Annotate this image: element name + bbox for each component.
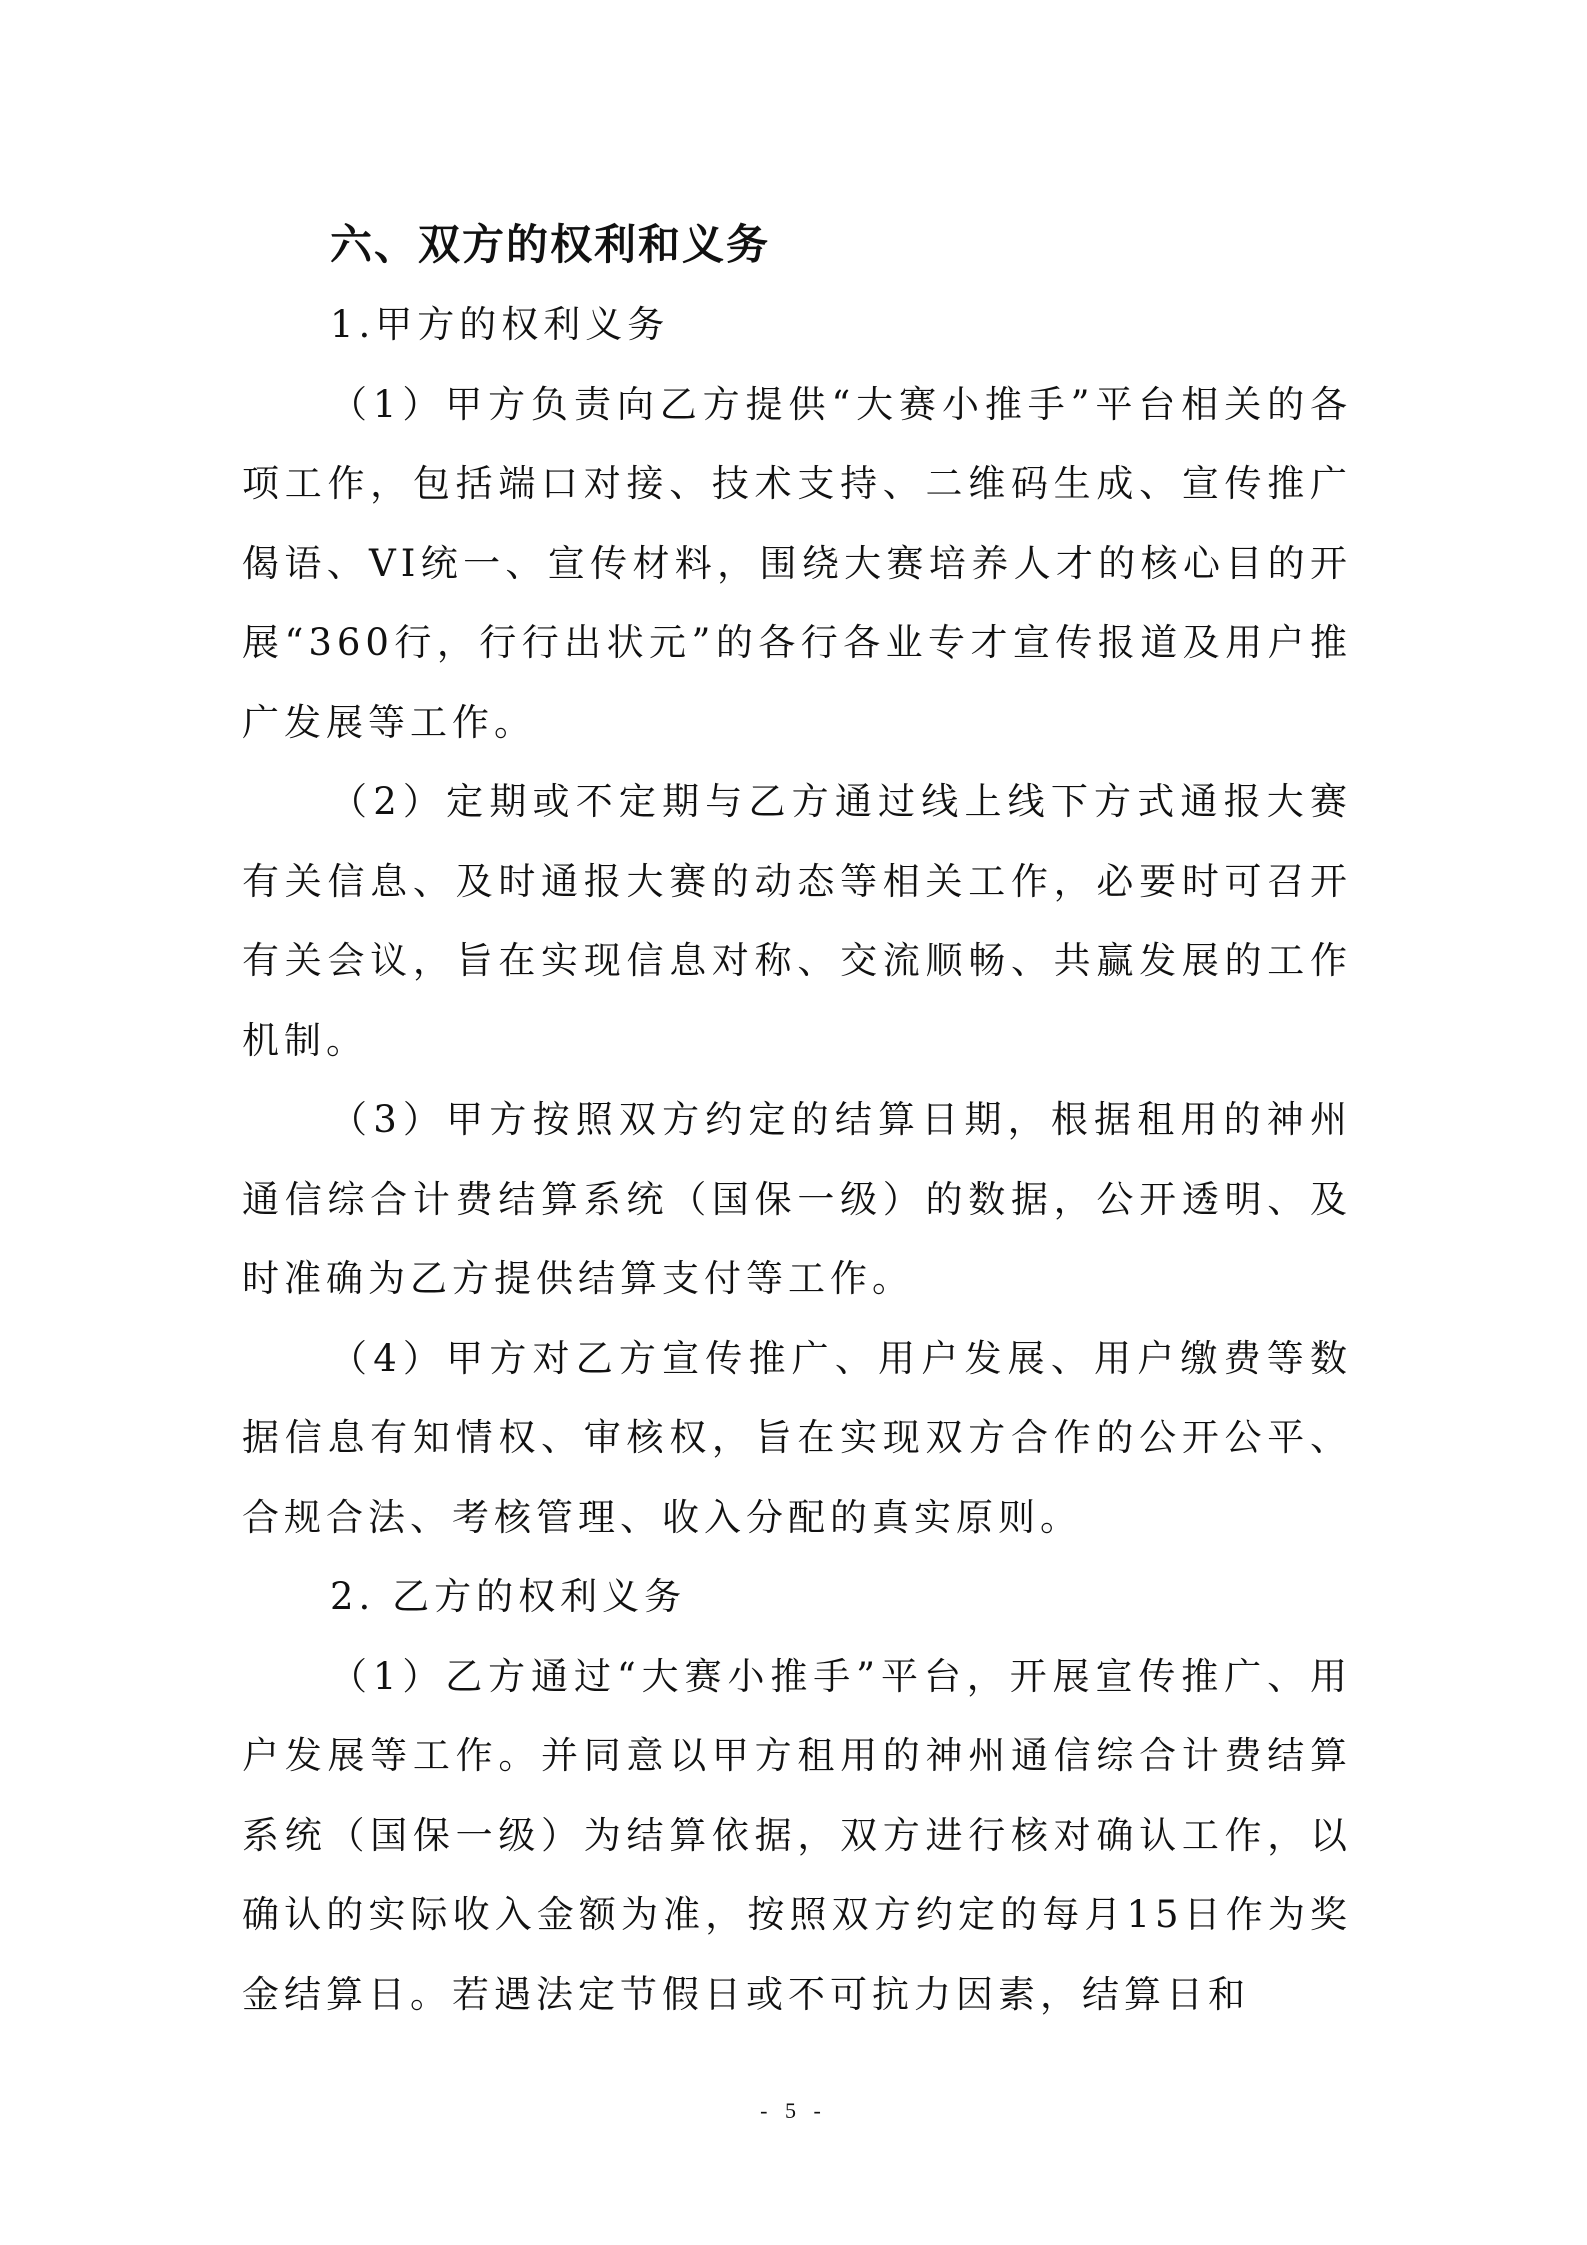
subsection-title-party-a: 1.甲方的权利义务 xyxy=(330,303,670,346)
page-number: - 5 - xyxy=(760,2098,827,2123)
section-heading: 六、双方的权利和义务 xyxy=(330,220,771,269)
paragraph-party-b-1: （1）乙方通过“大赛小推手”平台，开展宣传推广、用户发展等工作。并同意以甲方租用的神州通信综合计费结算系统（国保一级）为结算依据，双方进行核对确认工作，以确认的实际收入金额为准，按照双方约定的每月15日作为奖金结算日。若遇法定节假日或不可抗力因素，结算日和 xyxy=(242,1654,1352,2016)
document-body xyxy=(242,205,1352,2034)
paragraph-party-a-3: （3）甲方按照双方约定的结算日期，根据租用的神州通信综合计费结算系统（国保一级）的数据，公开透明、及时准确为乙方提供结算支付等工作。 xyxy=(242,1098,1352,1300)
paragraph-party-a-4: （4）甲方对乙方宣传推广、用户发展、用户缴费等数据信息有知情权、审核权，旨在实现双方合作的公开公平、合规合法、考核管理、收入分配的真实原则。 xyxy=(242,1336,1352,1539)
subsection-title-party-b: 2. 乙方的权利义务 xyxy=(330,1575,687,1618)
paragraph-party-a-2: （2）定期或不定期与乙方通过线上线下方式通报大赛有关信息、及时通报大赛的动态等相关工作，必要时可召开有关会议，旨在实现信息对称、交流顺畅、共赢发展的工作机制。 xyxy=(242,780,1352,1062)
paragraph-party-a-1: （1）甲方负责向乙方提供“大赛小推手”平台相关的各项工作，包括端口对接、技术支持、二维码生成、宣传推广偈语、VI统一、宣传材料，围绕大赛培养人才的核心目的开展“360行，行行出状元”的各行各业专才宣传报道及用户推广发展等工作。 xyxy=(242,382,1352,744)
